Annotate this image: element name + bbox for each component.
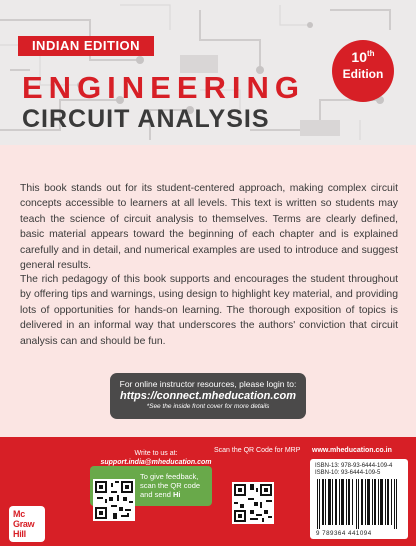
scan-mrp-text: Scan the QR Code for MRP [214, 447, 301, 454]
edition-word: Edition [342, 67, 384, 81]
website-text: www.mheducation.co.in [312, 447, 392, 454]
footer-bar [0, 437, 416, 546]
book-title-line2: CIRCUIT ANALYSIS [22, 105, 270, 133]
qr-code-icon[interactable] [93, 479, 135, 521]
edition-suffix: th [367, 49, 375, 58]
contact-block [91, 449, 221, 467]
header-banner [0, 0, 416, 145]
online-resources-text: For online instructor resources, please login to: [119, 379, 297, 389]
qr-code-icon[interactable] [232, 482, 274, 524]
write-label: Write to us at: [134, 450, 178, 457]
edition-label: INDIAN EDITION [18, 36, 154, 56]
online-resources-url[interactable]: https://connect.mheducation.com [119, 390, 296, 402]
online-resources-note: *See the inside front cover for more details [146, 403, 270, 410]
online-resources-box [110, 373, 306, 419]
barcode-number: 9 789364 441094 [316, 530, 372, 537]
description-paragraph: This book stands out for its student-centered approach, making complex circuit concepts accessible to learners at all levels. This text is written so students may teach the science of circuit analysis to themselves. Terms are clearly defined, basic material appears toward the beginning of each chapter and is explained carefully and in detail, and numerical examples are used to introduce and suggest general results. [20, 183, 398, 272]
book-title-line1: ENGINEERING [22, 70, 306, 105]
barcode-panel [310, 459, 408, 539]
isbn-10: ISBN-10: 93-6444-109-5 [315, 470, 381, 476]
edition-badge [332, 40, 394, 102]
barcode-icon [315, 479, 403, 529]
feedback-text: To give feedback, scan the QR code and send Hi [140, 472, 201, 499]
support-email[interactable]: support.india@mheducation.com [100, 459, 212, 466]
isbn-13: ISBN-13: 978-93-6444-109-4 [315, 463, 393, 469]
edition-number: 10 [351, 49, 367, 65]
description-paragraph: The rich pedagogy of this book supports and encourages the student throughout by offering tips and warnings, using design to highlight key material, and providing lots of opportunities for hands-on learning. The thorough exposition of topics is delivered in an informal way that underscores the authors' conviction that circuit analysis can and should be fun. [20, 274, 398, 347]
mcgraw-hill-logo: Mc Graw Hill [9, 506, 45, 542]
description-panel [0, 145, 416, 437]
